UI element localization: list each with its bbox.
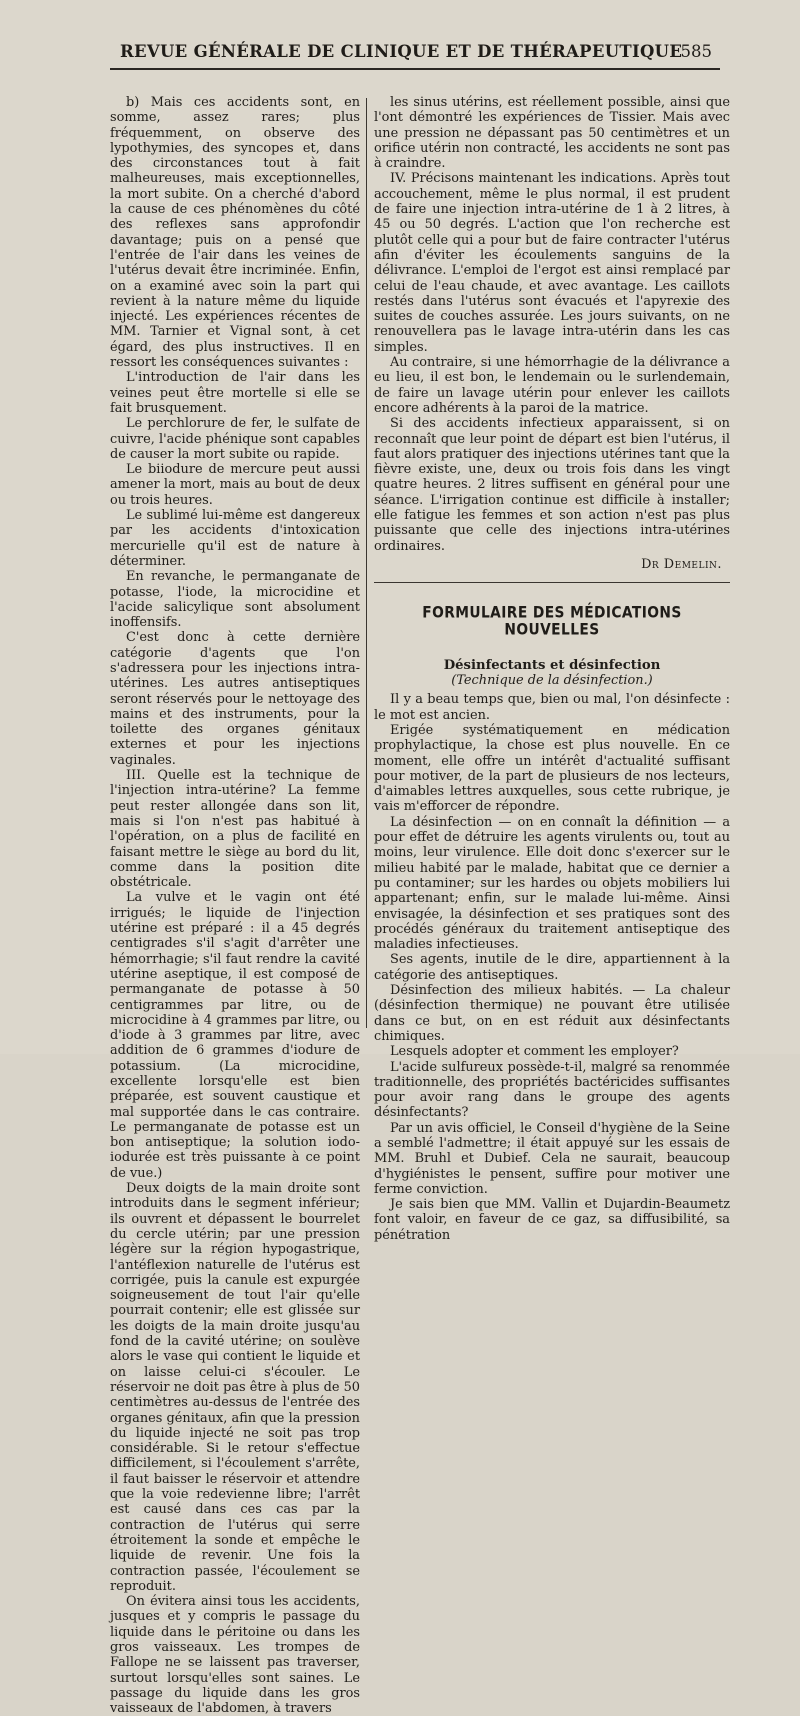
section-title: FORMULAIRE DES MÉDICATIONS NOUVELLES — [422, 603, 682, 640]
paragraph: Erigée systématiquement en médication prophylactique, la chose est plus nouvelle. En ce moment, elle offre un intérêt d'actualité suffisant pour motiver, de la part de plusieurs de nos lecteurs, d'aimables lettres auxquelles, sous cette rubrique, je vais m'efforcer de répondre. — [374, 722, 730, 815]
paragraph: Lesquels adopter et comment les employer? — [390, 1044, 679, 1060]
paragraph: les sinus utérins, est réellement possible, ainsi que l'ont démontré les expériences de Tissier. Mais avec une pression ne dépassant pas 50 centimètres et un orifice utérin non contracté, les accidents ne sont pas à craindre. — [374, 95, 730, 172]
right-column — [374, 95, 730, 1243]
paragraph: La vulve et le vagin ont été irrigués; le liquide de l'injection utérine est préparé : il a 45 degrés centigrades s'il s'agit d'arrêter une hémorrhagie; s'il faut rendre la cavité utérine aseptique, il est composé de permanganate de potasse à 50 centigrammes par litre, ou de microcidine à 4 grammes par litre, ou d'iode à 3 grammes par litre, avec addition de 6 grammes d'iodure de potassium. (La microcidine, excellente lorsqu'elle est bien préparée, est souvent caustique et mal supportée dans le cas contraire. Le permanganate de potasse est un bon antiseptique; la solution iodo-iodurée est très puissante à ce point de vue.) — [110, 890, 360, 1181]
paragraph: La désinfection — on en connaît la définition — a pour effet de détruire les agents virulents ou, tout au moins, leur virulence. Elle doit donc s'exercer sur le milieu habité par le malade, habitat que ce dernier a pu contaminer; sur les hardes ou objets mobiliers lui appartenant; enfin, sur le malade lui-même. Ainsi envisagée, la désinfection et ses pratiques sont des procédés généraux du traitement antiseptique des maladies infectieuses. — [374, 814, 730, 953]
paragraph: Deux doigts de la main droite sont introduits dans le segment inférieur; ils ouvrent et dépassent le bourrelet du cercle utérin; par une pression légère sur la région hypogastrique, l'antéflexion naturelle de l'utérus est corrigée, puis la canule est expurgée soigneusement de tout l'air qu'elle pourrait contenir; elle est glissée sur les doigts de la main droite jusqu'au fond de la cavité utérine; on soulève alors le vase qui contient le liquide et on laisse celui-ci s'écouler. Le réservoir ne doit pas être à plus de 50 centimètres au-dessus de l'entrée des organes génitaux, afin que la pression du liquide injecté ne soit pas trop considérable. Si le retour s'effectue difficilement, si l'écoulement s'arrête, il faut baisser le réservoir et attendre que la voie redevienne libre; l'arrêt est causé dans ces cas par la contraction de l'utérus qui serre étroitement la sonde et empêche le liquide de revenir. Une fois la contraction passée, l'écoulement se reproduit. — [110, 1181, 360, 1594]
running-head: REVUE GÉNÉRALE DE CLINIQUE ET DE THÉRAPEUTIQUE — [120, 42, 683, 61]
column-divider — [366, 98, 367, 1028]
paragraph: En revanche, le permanganate de potasse, l'iode, la microcidine et l'acide salicylique sont absolument inoffensifs. — [110, 569, 360, 631]
article-title: Désinfectants et désinfection — [443, 657, 661, 673]
page-header — [110, 42, 720, 68]
paragraph: L'acide sulfureux possède-t-il, malgré sa renommée traditionnelle, des propriétés bactéricides suffisantes pour avoir rang dans le groupe des agents désinfectants? — [374, 1059, 730, 1121]
paragraph: Il y a beau temps que, bien ou mal, l'on désinfecte : le mot est ancien. — [374, 692, 730, 723]
page-number: 585 — [680, 42, 712, 61]
paragraph: Je sais bien que MM. Vallin et Dujardin-Beaumetz font valoir, en faveur de ce gaz, sa diffusibilité, sa pénétration — [374, 1197, 730, 1243]
paragraph: Désinfection des milieux habités. — La chaleur (désinfection thermique) ne pouvant être utilisée dans ce but, on en est réduit aux désinfectants chimiques. — [374, 983, 730, 1044]
author-signature: Dr Demelin. — [641, 556, 722, 572]
section-rule — [374, 582, 730, 583]
paragraph: L'introduction de l'air dans les veines peut être mortelle si elle se fait brusquement. — [110, 370, 360, 416]
paragraph: IV. Précisons maintenant les indications. Après tout accouchement, même le plus normal, il est prudent de faire une injection intra-utérine de 1 à 2 litres, à 45 ou 50 degrés. L'action que l'on recherche est plutôt celle qui a pour but de faire contracter l'utérus afin d'éviter les écoulements sanguins de la délivrance. L'emploi de l'ergot est ainsi remplacé par celui de l'eau chaude, et avec avantage. Les caillots restés dans l'utérus sont évacués et l'apyrexie des suites de couches assurée. Les jours suivants, on ne renouvellera pas le lavage intra-utérin dans les cas simples. — [374, 171, 730, 355]
paragraph: Au contraire, si une hémorrhagie de la délivrance a eu lieu, il est bon, le lendemain ou le surlendemain, de faire un lavage utérin pour enlever les caillots encore adhérents à la paroi de la matrice. — [374, 355, 730, 416]
article-subtitle: (Technique de la désinfection.) — [451, 673, 653, 689]
paragraph: Le sublimé lui-même est dangereux par les accidents d'intoxication mercurielle qu'il est de nature à déterminer. — [110, 508, 360, 569]
paragraph: Ses agents, inutile de le dire, appartiennent à la catégorie des antiseptiques. — [374, 952, 730, 983]
paragraph: On évitera ainsi tous les accidents, jusques et y compris le passage du liquide dans le péritoine ou dans les gros vaisseaux. Les trompes de Fallope ne se laissent pas traverser, surtout lorsqu'elles sont saines. Le passage du liquide dans les gros vaisseaux de l'abdomen, à travers — [110, 1594, 360, 1716]
paragraph: Par un avis officiel, le Conseil d'hygiène de la Seine a semblé l'admettre; il était appuyé sur les essais de MM. Bruhl et Dubief. Cela ne saurait, beaucoup d'hygiénistes le pensent, suffire pour motiver une ferme conviction. — [374, 1120, 730, 1197]
paragraph: b) Mais ces accidents sont, en somme, assez rares; plus fréquemment, on observe des lypothymies, des syncopes et, dans des circonstances tout à fait malheureuses, mais exceptionnelles, la mort subite. On a cherché d'abord la cause de ces phénomènes du côté des reflexes sans approfondir davantage; puis on a pensé que l'entrée de l'air dans les veines de l'utérus devait être incriminée. Enfin, on a examiné avec soin la part qui revient à la nature même du liquide injecté. Les expériences récentes de MM. Tarnier et Vignal sont, à cet égard, des plus instructives. Il en ressort les conséquences suivantes : — [110, 95, 360, 371]
header-rule — [110, 68, 720, 70]
left-column — [110, 95, 360, 1716]
paragraph: C'est donc à cette dernière catégorie d'agents que l'on s'adressera pour les injections intra-utérines. Les autres antiseptiques seront réservés pour le nettoyage des mains et des instruments, pour la toilette des organes génitaux externes et pour les injections vaginales. — [110, 630, 360, 768]
paragraph: Le biiodure de mercure peut aussi amener la mort, mais au bout de deux ou trois heures. — [110, 462, 360, 508]
paragraph: III. Quelle est la technique de l'injection intra-utérine? La femme peut rester allongée dans son lit, mais si l'on n'est pas habitué à l'opération, on a plus de facilité en faisant mettre le siège au bord du lit, comme dans la position dite obstétricale. — [110, 768, 360, 891]
paragraph: Le perchlorure de fer, le sulfate de cuivre, l'acide phénique sont capables de causer la mort subite ou rapide. — [110, 416, 360, 462]
paragraph: Si des accidents infectieux apparaissent, si on reconnaît que leur point de départ est bien l'utérus, il faut alors pratiquer des injections utérines tant que la fièvre existe, une, deux ou trois fois dans les vingt quatre heures. 2 litres suffisent en général pour une séance. L'irrigation continue est difficile à installer; elle fatigue les femmes et son action n'est pas plus puissante que celle des injections intra-utérines ordinaires. — [374, 416, 730, 554]
